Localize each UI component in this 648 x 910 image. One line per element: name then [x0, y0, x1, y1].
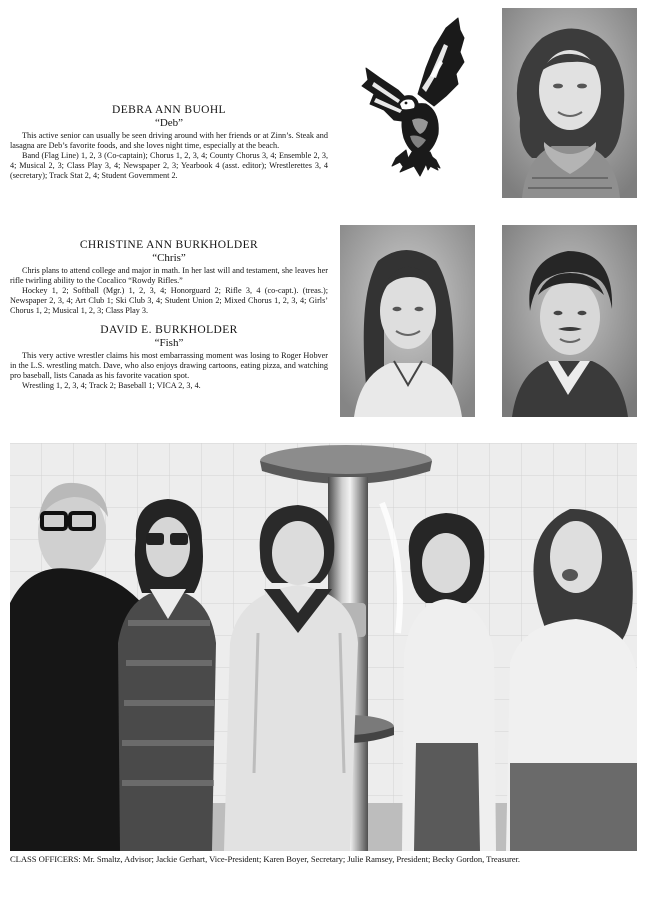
class-officers-group-photo	[10, 443, 637, 851]
student-name: CHRISTINE ANN BURKHOLDER	[79, 239, 259, 251]
student-activities: Wrestling 1, 2, 3, 4; Track 2; Baseball 1; VICA 2, 3, 4.	[22, 381, 201, 390]
student-name: DAVID E. BURKHOLDER	[100, 324, 238, 336]
person-president	[402, 513, 496, 851]
student-nickname: “Chris”	[152, 252, 186, 264]
student-name: DEBRA ANN BUOHL	[112, 104, 226, 116]
eagle-emblem	[360, 16, 470, 180]
student-bio: This very active wrestler claims his most embarrassing moment was losing to Roger Hobver in the L.S. wrestling match. Dave, who also enjoys drawing cartoons, eating pizza, and watching pro baseball, lists Canada as his favorite vacation spot.	[10, 351, 328, 380]
student-nickname: “Fish”	[154, 337, 184, 349]
student-nickname: “Deb”	[154, 117, 184, 129]
bio-debra-buohl	[10, 104, 328, 181]
portrait-christine-burkholder	[340, 225, 475, 417]
portrait-david-burkholder	[502, 225, 637, 417]
bio-christine-burkholder	[10, 239, 328, 316]
portrait-debra-buohl	[502, 8, 637, 198]
student-activities: Band (Flag Line) 1, 2, 3 (Co-captain); Chorus 1, 2, 3, 4; County Chorus 3, 4; Ensemble 2, 3, 4; Musical 2, 3; Class Play 3, 4; Newspaper 2, 3; Yearbook 4 (asst. editor); Wrestlerettes 3, 4 (secretary); Track Stat 2, 4; Student Government 2.	[10, 151, 328, 180]
photo-caption: CLASS OFFICERS: Mr. Smaltz, Advisor; Jackie Gerhart, Vice-President; Karen Boyer, Secretary; Julie Ramsey, President; Becky Gordon, Treasurer.	[10, 854, 520, 864]
student-bio: This active senior can usually be seen driving around with her friends or at Zinn’s. Steak and lasagna are Deb’s favorite foods, and she loves night time, especially at the beach.	[10, 131, 328, 150]
student-bio: Chris plans to attend college and major in math. In her last will and testament, she leaves her rifle twirling ability to the Cocalico “Rowdy Rifles.”	[10, 266, 328, 285]
bio-david-burkholder	[10, 324, 328, 391]
student-activities: Hockey 1, 2; Softball (Mgr.) 1, 2, 3, 4; Honorguard 2; Rifle 3, 4 (co-capt.). (treas.); Newspaper 2, 3, 4; Art Club 1; Ski Club 3, 4; Student Union 2; Mixed Chorus 1, 2, 3, 4; Girls’ Chorus 1, 2; Musical 1, 2, 3; Class Play 3.	[10, 286, 328, 315]
eagle-icon	[360, 16, 470, 180]
